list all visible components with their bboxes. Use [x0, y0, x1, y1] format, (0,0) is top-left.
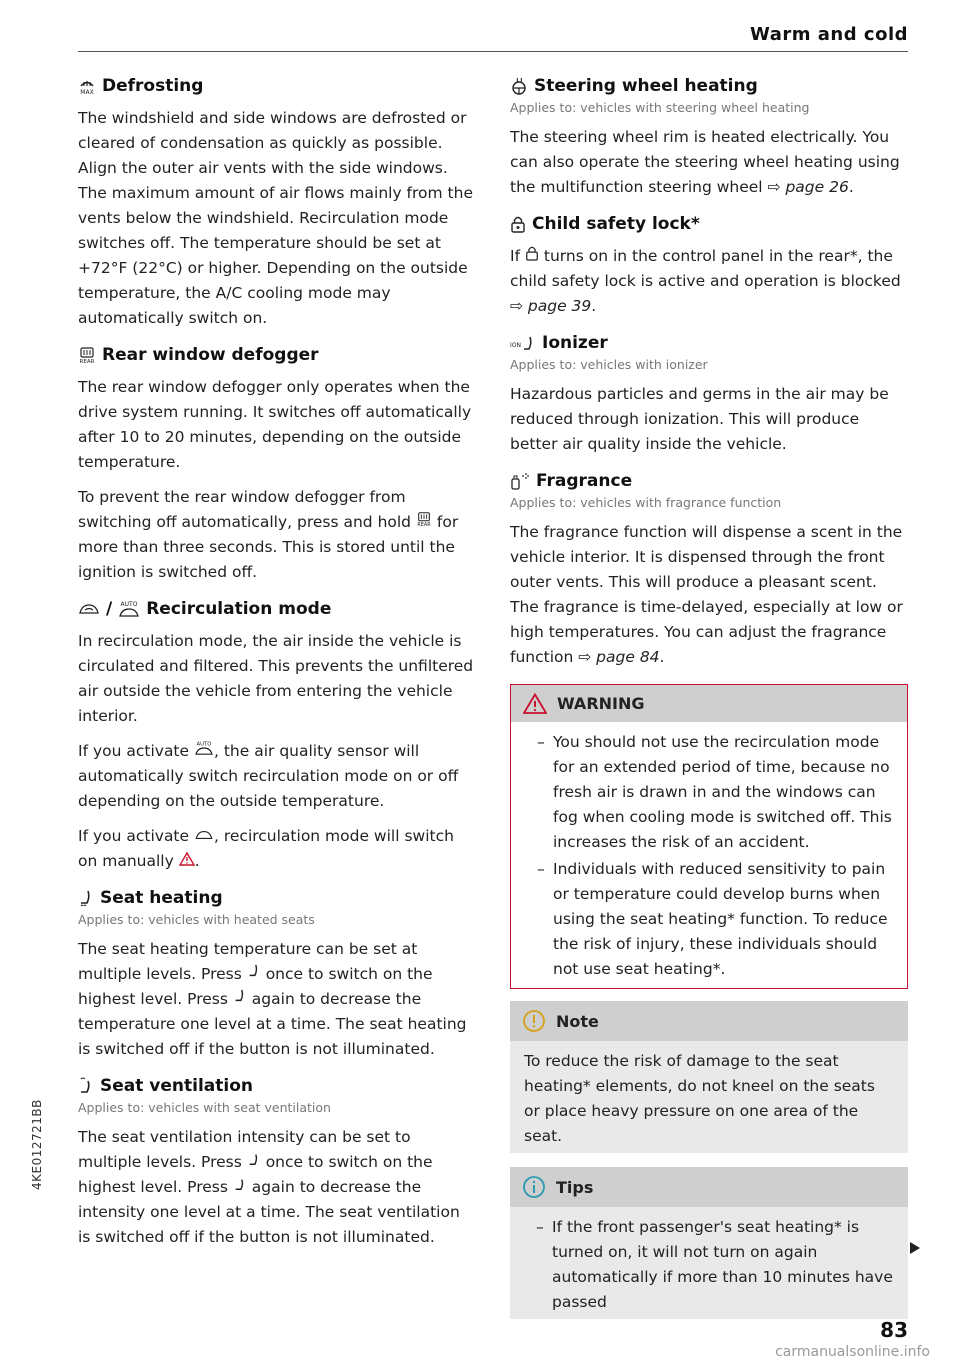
steering-heating-text-a: The steering wheel rim is heated electrically. You can also operate the steering wheel heating using the multifunction steering wheel — [510, 128, 900, 196]
section-child-lock — [510, 214, 908, 319]
section-steering-heating — [510, 76, 908, 200]
seat-ventilation-text-a: The seat ventilation intensity can be set to multiple levels. Press — [78, 1128, 411, 1171]
heading-fragrance — [510, 471, 908, 491]
section-recirculation — [78, 599, 476, 874]
steering-heating-title: Steering wheel heating — [534, 76, 758, 96]
page-84-link[interactable]: ⇨ page 84 — [578, 648, 660, 666]
tips-header — [510, 1167, 908, 1207]
child-lock-text — [510, 244, 908, 319]
seat-heating-text-a: The seat heating temperature can be set at multiple levels. Press — [78, 940, 418, 983]
child-lock-title: Child safety lock* — [532, 214, 700, 234]
recirculation-separator: / — [106, 599, 113, 619]
page-header-title: Warm and cold — [750, 24, 908, 45]
tips-box — [510, 1167, 908, 1319]
svg-text:ION: ION — [510, 342, 521, 349]
heading-steering-heating — [510, 76, 908, 96]
section-ionizer — [510, 333, 908, 457]
svg-text:AUTO: AUTO — [196, 741, 212, 748]
rear-defogger-text-2 — [78, 485, 476, 585]
recirculation-text-3c: . — [194, 852, 200, 870]
seat-heating-title: Seat heating — [100, 888, 223, 908]
rear-defogger-icon — [78, 346, 96, 364]
rear-defogger-icon — [416, 510, 432, 535]
seat-heating-text-c: again to decrease the temperature one level at a time. The seat heating is switched off if the button is not illuminated. — [78, 990, 467, 1058]
note-exclamation-icon — [522, 1009, 546, 1033]
recirculation-title: Recirculation mode — [146, 599, 332, 619]
steering-heating-text-b: . — [848, 178, 854, 196]
warning-triangle-icon — [179, 849, 195, 874]
ionizer-text: Hazardous particles and germs in the air may be reduced through ionization. This will produce better air quality inside the vehicle. — [510, 385, 889, 453]
seat-heating-icon — [233, 987, 247, 1012]
heading-ionizer — [510, 333, 908, 353]
warning-item: – You should not use the recirculation mode for an extended period of time, because no fresh air is drawn in and the windows can fog when cooling mode is switched off. This increases the risk of an accident. — [525, 730, 893, 855]
warning-triangle-icon — [523, 693, 547, 714]
seat-ventilation-icon — [233, 1175, 247, 1200]
section-seat-heating — [78, 888, 476, 1062]
svg-text:REAR: REAR — [79, 359, 95, 364]
fragrance-text-b: . — [659, 648, 665, 666]
recirculation-text-3 — [78, 824, 476, 874]
page-number: 83 — [880, 1318, 908, 1342]
tips-title: Tips — [556, 1177, 594, 1197]
child-lock-text-c: . — [591, 297, 597, 315]
fragrance-text-a: The fragrance function will dispense a scent in the vehicle interior. It is dispensed through the front outer vents. This will produce a pleasant scent. The fragrance is time-delayed, especially at low or high temperatures. You can adjust the fragrance function — [510, 523, 903, 666]
defrosting-text: The windshield and side windows are defrosted or cleared of condensation as quickly as possible. Align the outer air vents with the side windows. The maximum amount of air flows mainly from the vents below the windshield. Recirculation mode switches off. The temperature should be set at +72°F (22°C) or higher. Depending on the outside temperature, the A/C cooling mode may automatically switch on. — [78, 109, 473, 327]
fragrance-text — [510, 520, 908, 670]
seat-ventilation-icon — [247, 1150, 261, 1175]
seat-heating-icon — [247, 962, 261, 987]
seat-heating-text-b: once to switch on the highest level. Press — [78, 965, 433, 1008]
defrosting-title: Defrosting — [102, 76, 204, 96]
seat-ventilation-text — [78, 1125, 476, 1250]
heading-defrosting — [78, 76, 476, 96]
heading-seat-heating — [78, 888, 476, 908]
side-document-code: 4KE012721BB — [30, 1099, 44, 1190]
section-defrosting — [78, 76, 476, 331]
warning-body — [511, 722, 907, 988]
section-rear-defogger — [78, 345, 476, 585]
recirculation-text-2 — [78, 739, 476, 814]
steering-heating-applies: Applies to: vehicles with steering wheel heating — [510, 100, 810, 115]
recirculation-text-2b: , the air quality sensor will automatically switch recirculation mode on or off depending on the outside temperature. — [78, 742, 459, 810]
seat-heating-icon — [78, 889, 94, 907]
recirculation-icon — [78, 602, 100, 616]
tips-item: – If the front passenger's seat heating* is turned on, it will not turn on again automatically if more than 10 minutes have passed — [524, 1215, 894, 1315]
warning-box — [510, 684, 908, 989]
ionizer-applies: Applies to: vehicles with ionizer — [510, 357, 708, 372]
page-26-link[interactable]: ⇨ page 26 — [767, 178, 849, 196]
tips-body — [510, 1207, 908, 1319]
seat-ventilation-text-b: once to switch on the highest level. Press — [78, 1153, 433, 1196]
child-lock-text-b: turns on in the control panel in the rear*, the child safety lock is active and operation is blocked — [510, 247, 901, 290]
heading-recirculation — [78, 599, 476, 619]
auto-recirculation-icon — [118, 600, 140, 618]
svg-text:REAR: REAR — [417, 522, 431, 527]
seat-heating-text — [78, 937, 476, 1062]
left-column — [78, 76, 476, 1264]
fragrance-title: Fragrance — [536, 471, 633, 491]
warning-header — [511, 685, 907, 722]
rear-defogger-text-2a: To prevent the rear window defogger from switching off automatically, press and hold — [78, 488, 412, 531]
steering-heating-text — [510, 125, 908, 200]
defrost-max-icon — [78, 77, 96, 95]
recirculation-icon — [194, 824, 214, 849]
heading-rear-defogger — [78, 345, 476, 365]
recirculation-text-2a: If you activate — [78, 742, 190, 760]
section-fragrance — [510, 471, 908, 670]
rear-defogger-text-1: The rear window defogger only operates when the drive system running. It switches off automatically after 10 to 20 minutes, depending on the outside temperature. — [78, 378, 472, 471]
header-rule — [78, 51, 908, 52]
steering-wheel-heating-icon — [510, 77, 528, 95]
seat-ventilation-title: Seat ventilation — [100, 1076, 253, 1096]
footer-watermark: carmanualsonline.info — [775, 1344, 930, 1360]
tips-info-icon — [522, 1175, 546, 1199]
note-title: Note — [556, 1011, 599, 1031]
note-text: To reduce the risk of damage to the seat heating* elements, do not kneel on the seats or place heavy pressure on one area of the seat. — [524, 1052, 875, 1145]
right-column — [510, 76, 908, 1319]
recirculation-text-3b: , recirculation mode will switch on manually — [78, 827, 454, 870]
continue-arrow-icon — [910, 1242, 920, 1254]
section-seat-ventilation — [78, 1076, 476, 1250]
fragrance-icon — [510, 472, 530, 490]
rear-defogger-title: Rear window defogger — [102, 345, 319, 365]
child-lock-icon — [510, 215, 526, 233]
page-39-link[interactable]: ⇨ page 39 — [510, 297, 592, 315]
child-lock-text-a: If — [510, 247, 521, 265]
seat-ventilation-text-c: again to decrease the intensity one level at a time. The seat ventilation is switched off if the button is not illuminated. — [78, 1178, 460, 1246]
note-box — [510, 1001, 908, 1153]
ionizer-title: Ionizer — [542, 333, 608, 353]
warning-title: WARNING — [557, 694, 645, 713]
auto-recirculation-icon — [194, 739, 214, 764]
seat-heating-applies: Applies to: vehicles with heated seats — [78, 912, 315, 927]
note-header — [510, 1001, 908, 1041]
recirculation-text-3a: If you activate — [78, 827, 190, 845]
seat-ventilation-icon — [78, 1077, 94, 1095]
recirculation-text-1: In recirculation mode, the air inside the vehicle is circulated and filtered. This prevents the unfiltered air outside the vehicle from entering the vehicle interior. — [78, 632, 474, 725]
seat-ventilation-applies: Applies to: vehicles with seat ventilation — [78, 1100, 331, 1115]
ionizer-icon — [510, 334, 536, 352]
svg-text:AUTO: AUTO — [120, 601, 138, 608]
rear-defogger-text-2b: for more than three seconds. This is stored until the ignition is switched off. — [78, 513, 459, 581]
heading-seat-ventilation — [78, 1076, 476, 1096]
warning-item: – Individuals with reduced sensitivity to pain or temperature could develop burns when using the seat heating* function. To reduce the risk of injury, these individuals should not use seat heating*. — [525, 857, 893, 982]
heading-child-lock — [510, 214, 908, 234]
svg-text:MAX: MAX — [80, 89, 94, 95]
fragrance-applies: Applies to: vehicles with fragrance function — [510, 495, 782, 510]
child-lock-icon — [525, 244, 539, 269]
